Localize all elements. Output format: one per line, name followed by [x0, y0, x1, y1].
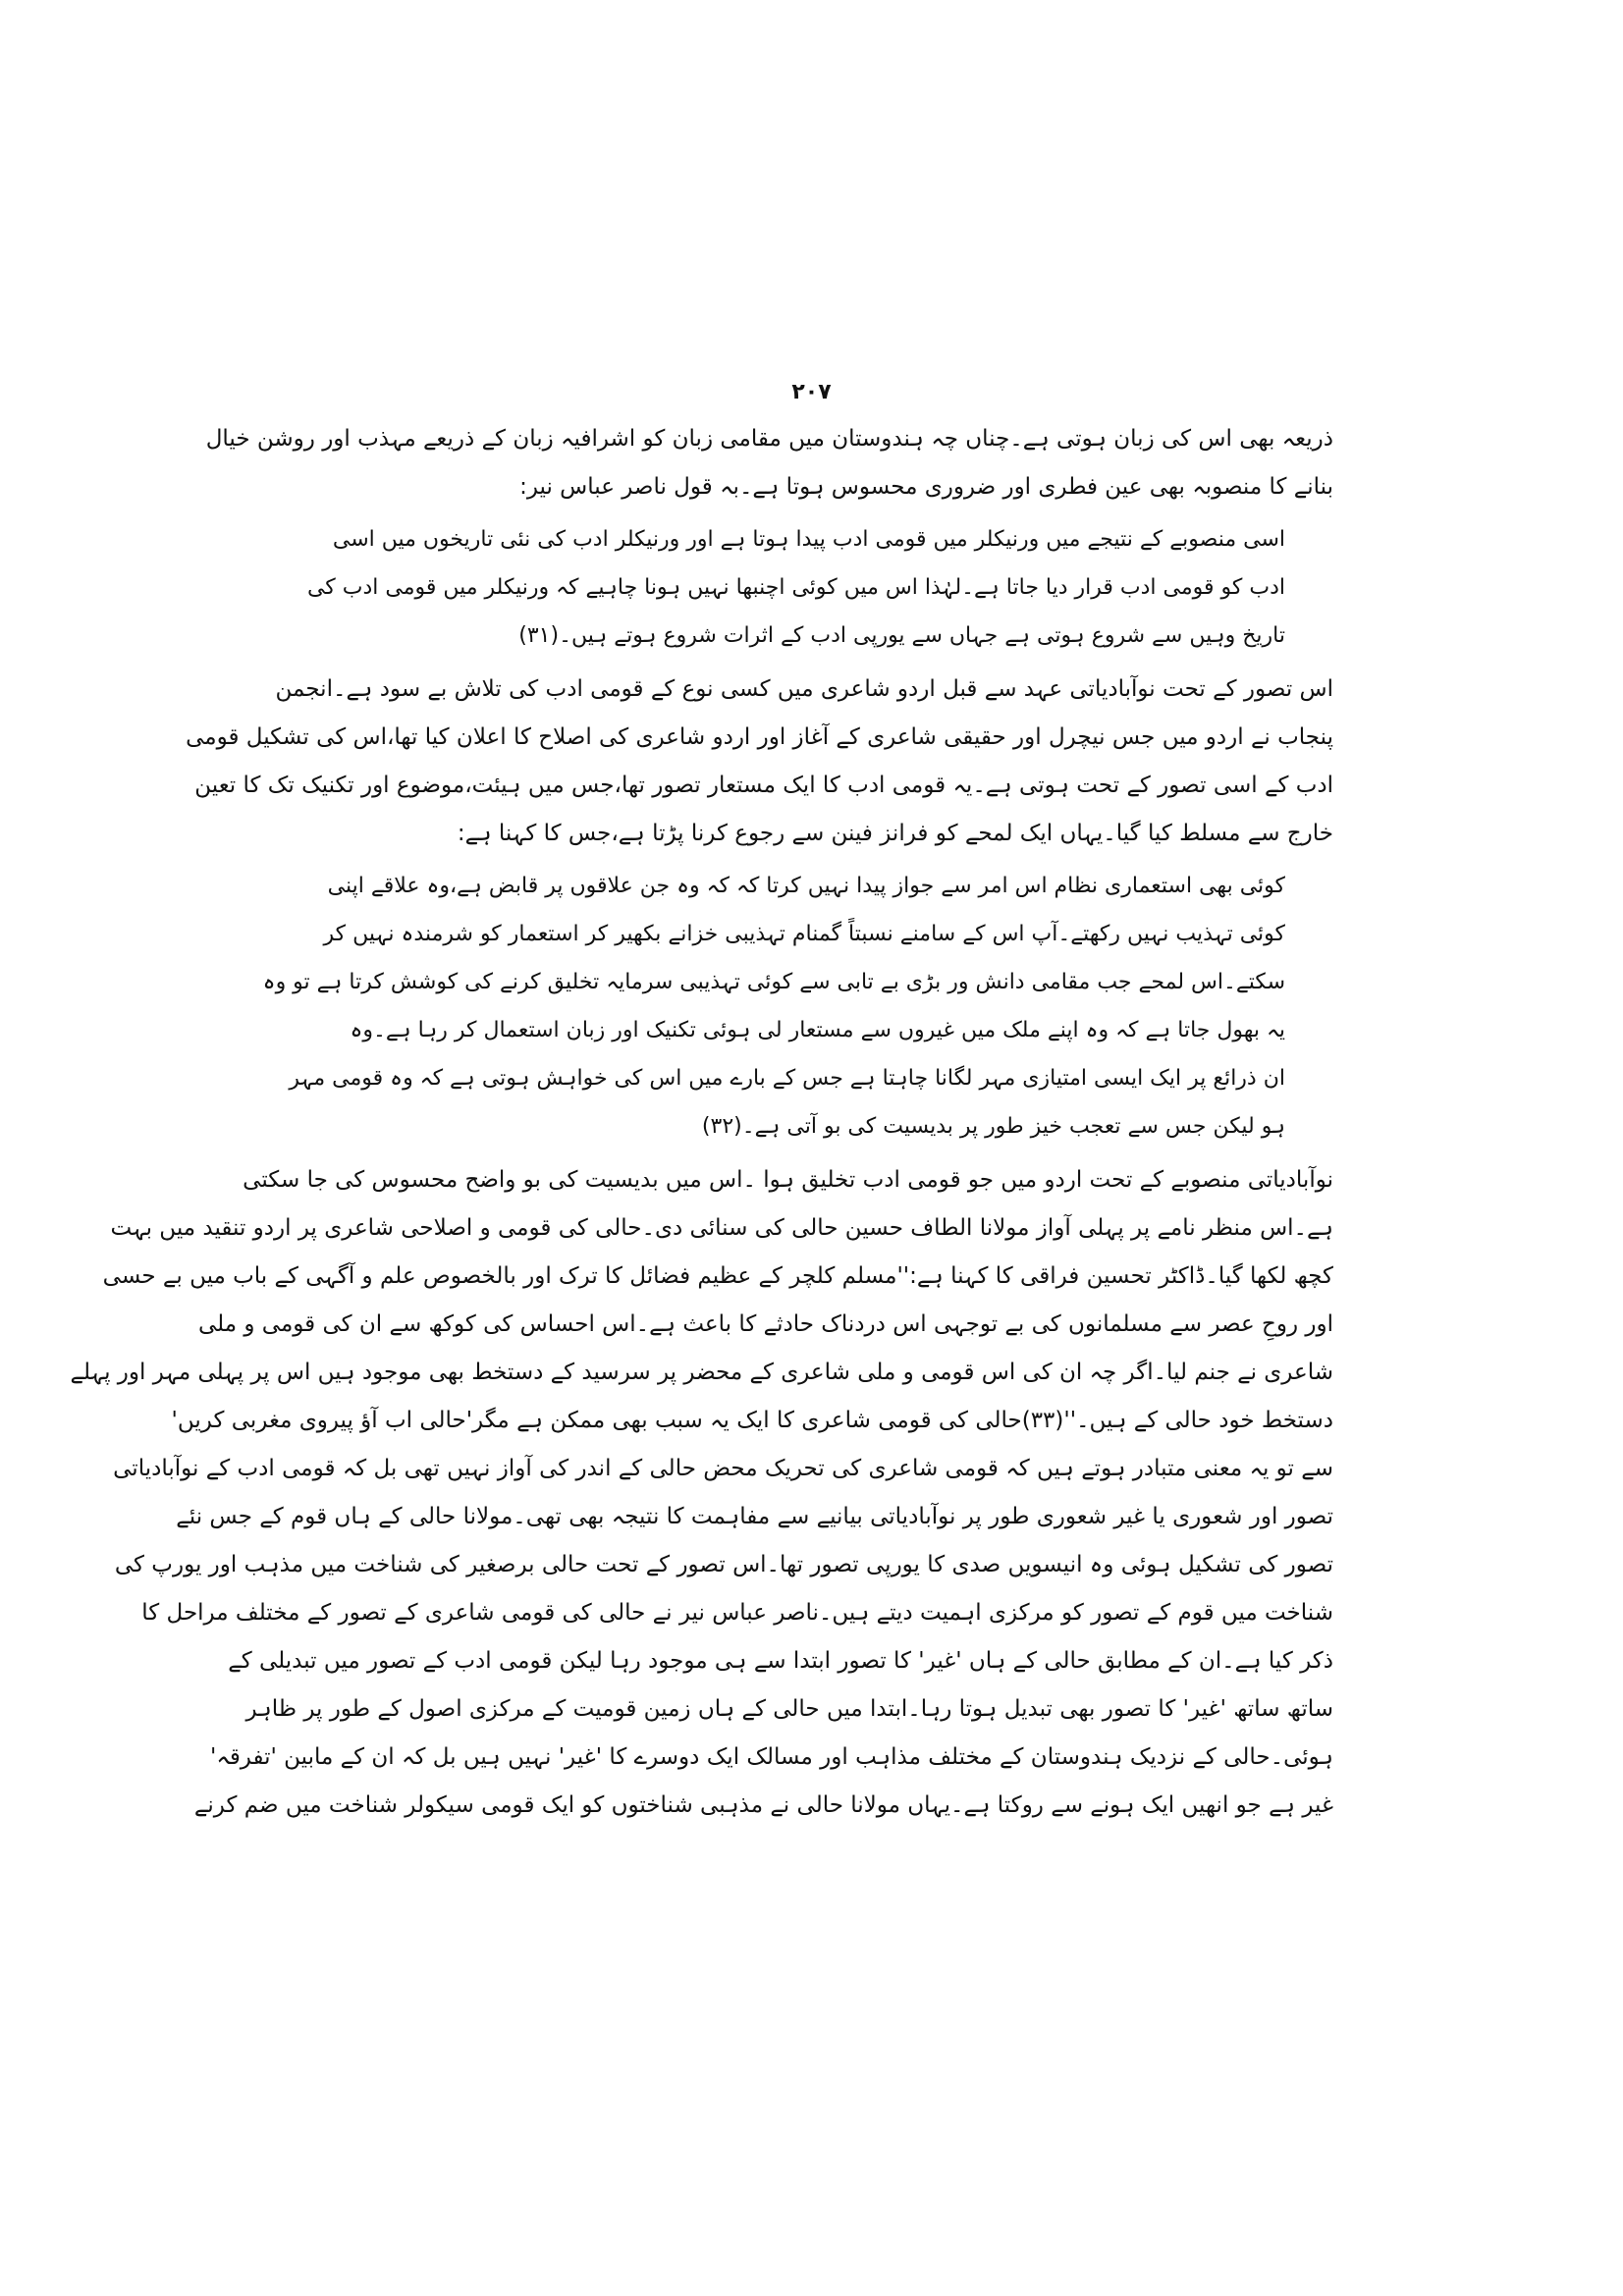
text-line: ادب کے اسی تصور کے تحت ہوتی ہے۔یہ قومی ادب کا ایک مستعار تصور تھا،جس میں ہیئت،موضوع اور تکنیک تک کا تعین [194, 773, 1333, 798]
text-line: سے تو یہ معنی متبادر ہوتے ہیں کہ قومی شاعری کی تحریک محض حالی کے اندر کی آواز نہیں تھی بل کہ قومی ادب کے نوآبادیاتی [113, 1456, 1333, 1481]
text-line: ہے۔اس منظر نامے پر پہلی آواز مولانا الطاف حسین حالی کی سنائی دی۔حالی کی قومی و اصلاحی شاعری پر اردو تنقید میں بہت [110, 1215, 1333, 1241]
text-line: خارج سے مسلط کیا گیا۔یہاں ایک لمحے کو فرانز فینن سے رجوع کرنا پڑتا ہے،جس کا کہنا ہے: [457, 821, 1333, 846]
quote-line: یہ بھول جاتا ہے کہ وہ اپنے ملک میں غیروں سے مستعار لی ہوئی تکنیک اور زبان استعمال کر رہا ہے۔وہ [350, 1018, 1285, 1042]
text-line: غیر ہے جو انھیں ایک ہونے سے روکتا ہے۔یہاں مولانا حالی نے مذہبی شناختوں کو ایک قومی سیکولر شناخت میں ضم کرنے [193, 1792, 1333, 1818]
quote-line: ادب کو قومی ادب قرار دیا جاتا ہے۔لہٰذا اس میں کوئی اچنبھا نہیں ہونا چاہیے کہ ورنیکلر میں قومی ادب کی [306, 575, 1285, 600]
text-line: شناخت میں قوم کے تصور کو مرکزی اہمیت دیتے ہیں۔ناصر عباس نیر نے حالی کی قومی شاعری کے تصور کے مختلف مراحل کا [141, 1600, 1333, 1626]
text-line: کچھ لکھا گیا۔ڈاکٹر تحسین فراقی کا کہنا ہے:''مسلم کلچر کے عظیم فضائل کا ترک اور بالخصوص علم و آگہی کے باب میں بے حسی [102, 1263, 1333, 1289]
text-column [70, 415, 1333, 1830]
quote-line: اسی منصوبے کے نتیجے میں ورنیکلر میں قومی ادب پیدا ہوتا ہے اور ورنیکلر ادب کی نئی تاریخوں میں اسی [332, 527, 1285, 552]
paragraph-intro [205, 415, 1333, 511]
quote-line: تاریخ وہیں سے شروع ہوتی ہے جہاں سے یورپی ادب کے اثرات شروع ہوتے ہیں۔(۳۱) [518, 623, 1285, 648]
text-line: شاعری نے جنم لیا۔اگر چہ ان کی اس قومی و ملی شاعری کے محضر پر سرسید کے دستخط بھی موجود ہیں اس پر پہلی مہر اور پہلے [70, 1360, 1333, 1385]
text-line: ذریعہ بھی اس کی زبان ہوتی ہے۔چناں چہ ہندوستان میں مقامی زبان کو اشرافیہ زبان کے ذریعے مہذب اور روشن خیال [205, 426, 1333, 452]
page-number: ۲۰۷ [791, 380, 832, 404]
text-line: پنجاب نے اردو میں جس نیچرل اور حقیقی شاعری کے آغاز اور اردو شاعری کی اصلاح کا اعلان کیا تھا،اس کی تشکیل قومی [186, 724, 1333, 750]
text-line: بنانے کا منصوبہ بھی عین فطری اور ضروری محسوس ہوتا ہے۔بہ قول ناصر عباس نیر: [519, 474, 1333, 500]
text-line: ذکر کیا ہے۔ان کے مطابق حالی کے ہاں 'غیر' کا تصور ابتدا سے ہی موجود رہا لیکن قومی ادب کے تصور میں تبدیلی کے [228, 1648, 1333, 1674]
text-line: ہوئی۔حالی کے نزدیک ہندوستان کے مختلف مذاہب اور مسالک ایک دوسرے کا 'غیر' نہیں ہیں بل کہ ان کے مابین 'تفرقہ' [210, 1744, 1333, 1770]
text-line: اس تصور کے تحت نوآبادیاتی عہد سے قبل اردو شاعری میں کسی نوع کے قومی ادب کی تلاش بے سود ہے۔انجمن [275, 676, 1333, 702]
text-line: اور روحِ عصر سے مسلمانوں کی بے توجہی اس دردناک حادثے کا باعث ہے۔اس احساس کی کوکھ سے ان کی قومی و ملی [197, 1311, 1333, 1337]
quote-line: ہو لیکن جس سے تعجب خیز طور پر بدیسیت کی بو آتی ہے۔(۳۲) [701, 1114, 1285, 1139]
text-line: نوآبادیاتی منصوبے کے تحت اردو میں جو قومی ادب تخلیق ہوا ۔اس میں بدیسیت کی بو واضح محسوس کی جا سکتی [243, 1167, 1333, 1193]
quote-line: کوئی بھی استعماری نظام اس امر سے جواز پیدا نہیں کرتا کہ کہ وہ جن علاقوں پر قابض ہے،وہ علاقے اپنی [327, 874, 1285, 898]
block-quote-frantz-fanon [262, 862, 1333, 1150]
quote-line: سکتے۔اس لمحے جب مقامی دانش ور بڑی بے تابی سے کوئی تہذیبی سرمایہ تخلیق کرنے کی کوشش کرتا ہے تو وہ [262, 970, 1285, 994]
block-quote-nasir-abbas-nayyar [306, 515, 1333, 660]
text-line: ساتھ ساتھ 'غیر' کا تصور بھی تبدیل ہوتا رہا۔ابتدا میں حالی کے ہاں زمین قومیت کے مرکزی اصول کے طور پر ظاہر [245, 1696, 1333, 1722]
quote-line: کوئی تہذیب نہیں رکھتے۔آپ اس کے سامنے نسبتاً گمنام تہذیبی خزانے بکھیر کر استعمار کو شرمندہ نہیں کر [323, 922, 1285, 946]
text-line: تصور اور شعوری یا غیر شعوری طور پر نوآبادیاتی بیانیے سے مفاہمت کا نتیجہ بھی تھی۔مولانا حالی کے ہاں قوم کے جس نئے [176, 1504, 1333, 1529]
text-line: تصور کی تشکیل ہوئی وہ انیسویں صدی کا یورپی تصور تھا۔اس تصور کے تحت حالی برصغیر کی شناخت میں مذہب اور یورپ کی [114, 1552, 1333, 1577]
quote-line: ان ذرائع پر ایک ایسی امتیازی مہر لگانا چاہتا ہے جس کے بارے میں اس کی خواہش ہوتی ہے کہ وہ قومی مہر [289, 1066, 1285, 1091]
text-line: دستخط خود حالی کے ہیں۔''(۳۳)حالی کی قومی شاعری کا ایک یہ سبب بھی ممکن ہے مگر'حالی اب آؤ پیروی مغربی کریں' [171, 1408, 1333, 1433]
paragraph-hali [70, 1156, 1333, 1830]
paragraph-colonial-concept [186, 666, 1333, 858]
